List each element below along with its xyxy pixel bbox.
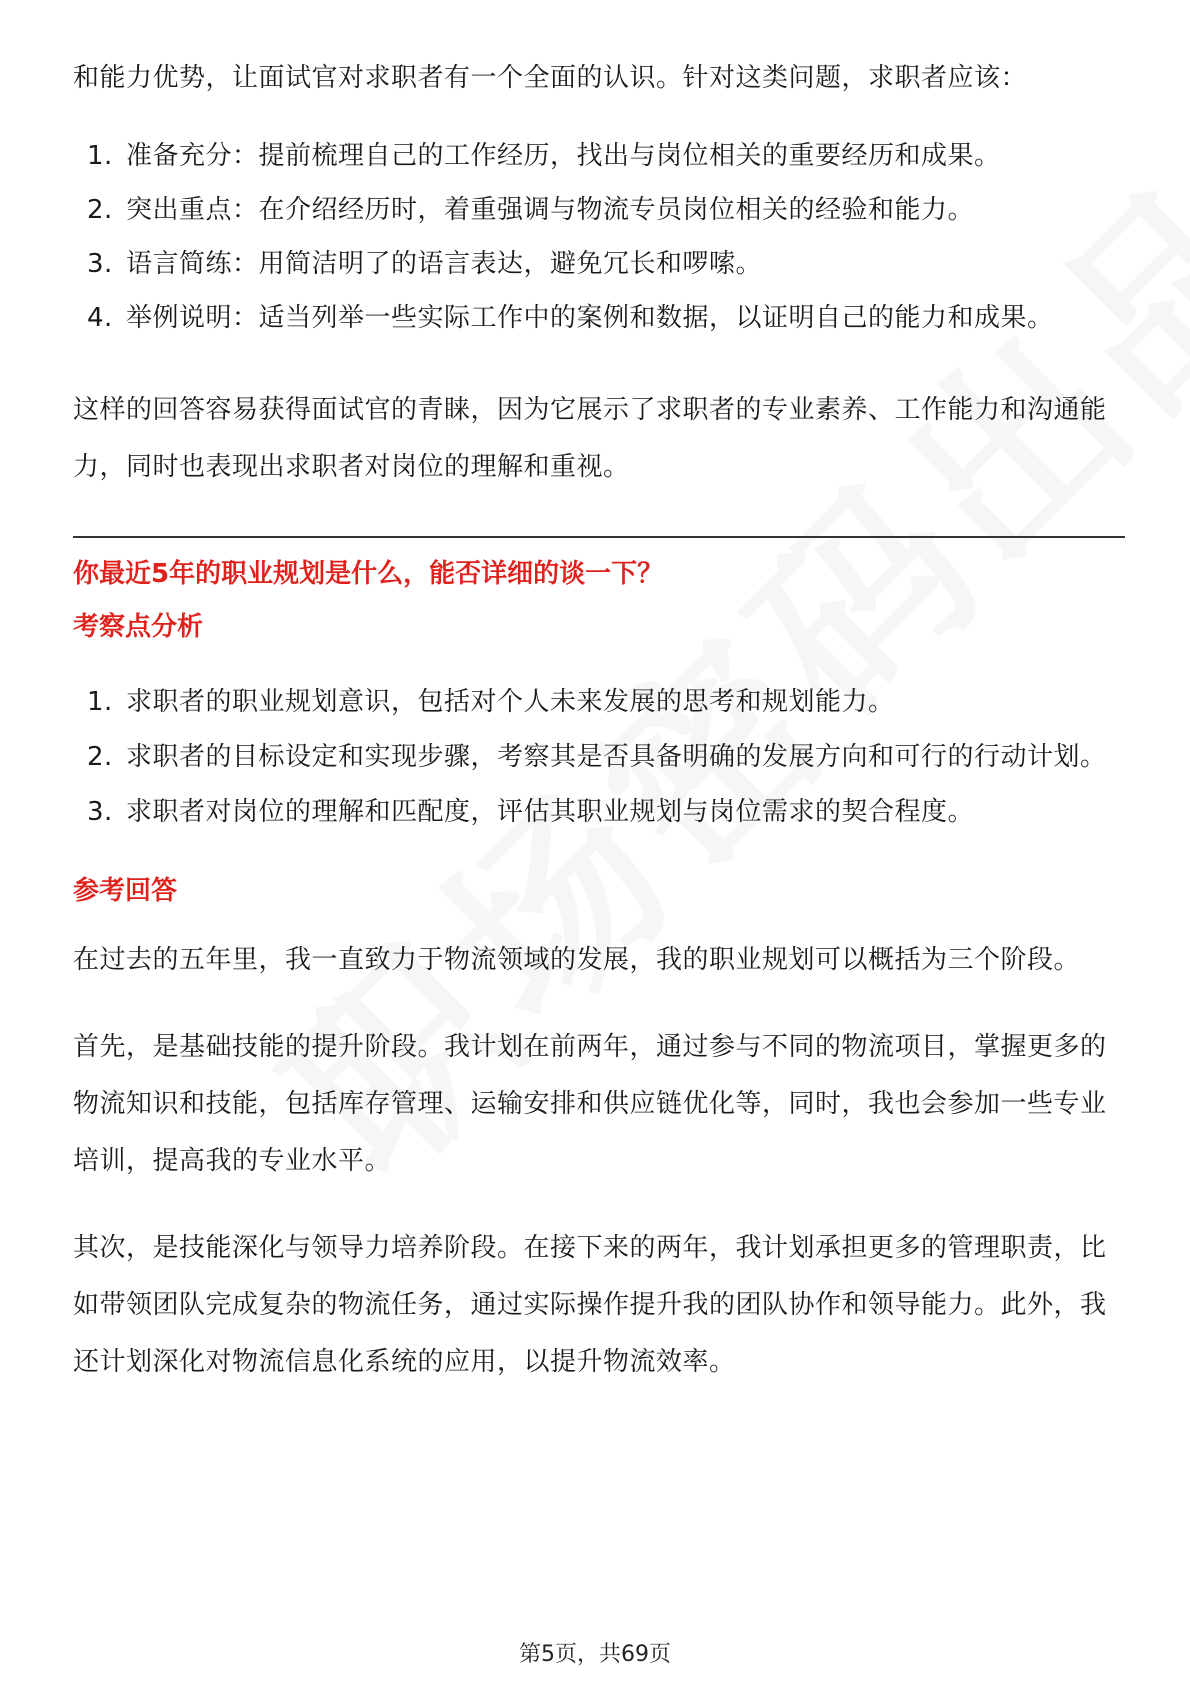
list-item (73, 784, 1125, 841)
list-item (73, 182, 1125, 239)
list-item-text: 求职者对岗位的理解和匹配度，评估其职业规划与岗位需求的契合程度。 (126, 797, 975, 827)
section-divider (73, 536, 1125, 538)
analysis-list (73, 674, 1125, 841)
list-item-text: 求职者的职业规划意识，包括对个人未来发展的思考和规划能力。 (126, 687, 895, 717)
list-number: 1. (87, 687, 113, 717)
tips-list (73, 128, 1125, 347)
list-item-text: 突出重点：在介绍经历时，着重强调与物流专员岗位相关的经验和能力。 (126, 195, 975, 225)
page-footer: 第5页，共69页 (519, 1642, 671, 1667)
summary-paragraph: 这样的回答容易获得面试官的青睐，因为它展示了求职者的专业素养、工作能力和沟通能力，同时也表现出求职者对岗位的理解和重视。 (73, 395, 1107, 482)
answer-heading: 参考回答 (73, 876, 178, 906)
list-number: 3. (87, 797, 113, 827)
list-number: 3. (87, 249, 113, 279)
list-item (73, 674, 1125, 731)
question-title: 你最近5年的职业规划是什么，能否详细的谈一下？ (73, 559, 664, 589)
analysis-heading: 考察点分析 (73, 612, 204, 642)
list-item-text: 语言简练：用简洁明了的语言表达，避免冗长和啰嗦。 (126, 249, 763, 279)
list-item (73, 729, 1125, 786)
list-item (73, 128, 1125, 185)
list-item (73, 236, 1125, 293)
list-number: 2. (87, 742, 113, 772)
answer-paragraph: 首先，是基础技能的提升阶段。我计划在前两年，通过参与不同的物流项目，掌握更多的物流知识和技能，包括库存管理、运输安排和供应链优化等，同时，我也会参加一些专业培训，提高我的专业水平。 (73, 1032, 1107, 1176)
list-item (73, 290, 1125, 347)
document-page (73, 50, 1125, 1391)
answer-paragraph: 其次，是技能深化与领导力培养阶段。在接下来的两年，我计划承担更多的管理职责，比如带领团队完成复杂的物流任务，通过实际操作提升我的团队协作和领导能力。此外，我还计划深化对物流信息化系统的应用，以提升物流效率。 (73, 1233, 1107, 1377)
answer-paragraph: 在过去的五年里，我一直致力于物流领域的发展，我的职业规划可以概括为三个阶段。 (73, 945, 1081, 975)
list-item-text: 准备充分：提前梳理自己的工作经历，找出与岗位相关的重要经历和成果。 (126, 141, 1001, 171)
list-number: 2. (87, 195, 113, 225)
list-number: 4. (87, 303, 113, 333)
list-item-text: 求职者的目标设定和实现步骤，考察其是否具备明确的发展方向和可行的行动计划。 (126, 742, 1107, 772)
list-number: 1. (87, 141, 113, 171)
intro-paragraph: 和能力优势，让面试官对求职者有一个全面的认识。针对这类问题，求职者应该： (73, 63, 1028, 93)
list-item-text: 举例说明：适当列举一些实际工作中的案例和数据，以证明自己的能力和成果。 (126, 303, 1054, 333)
